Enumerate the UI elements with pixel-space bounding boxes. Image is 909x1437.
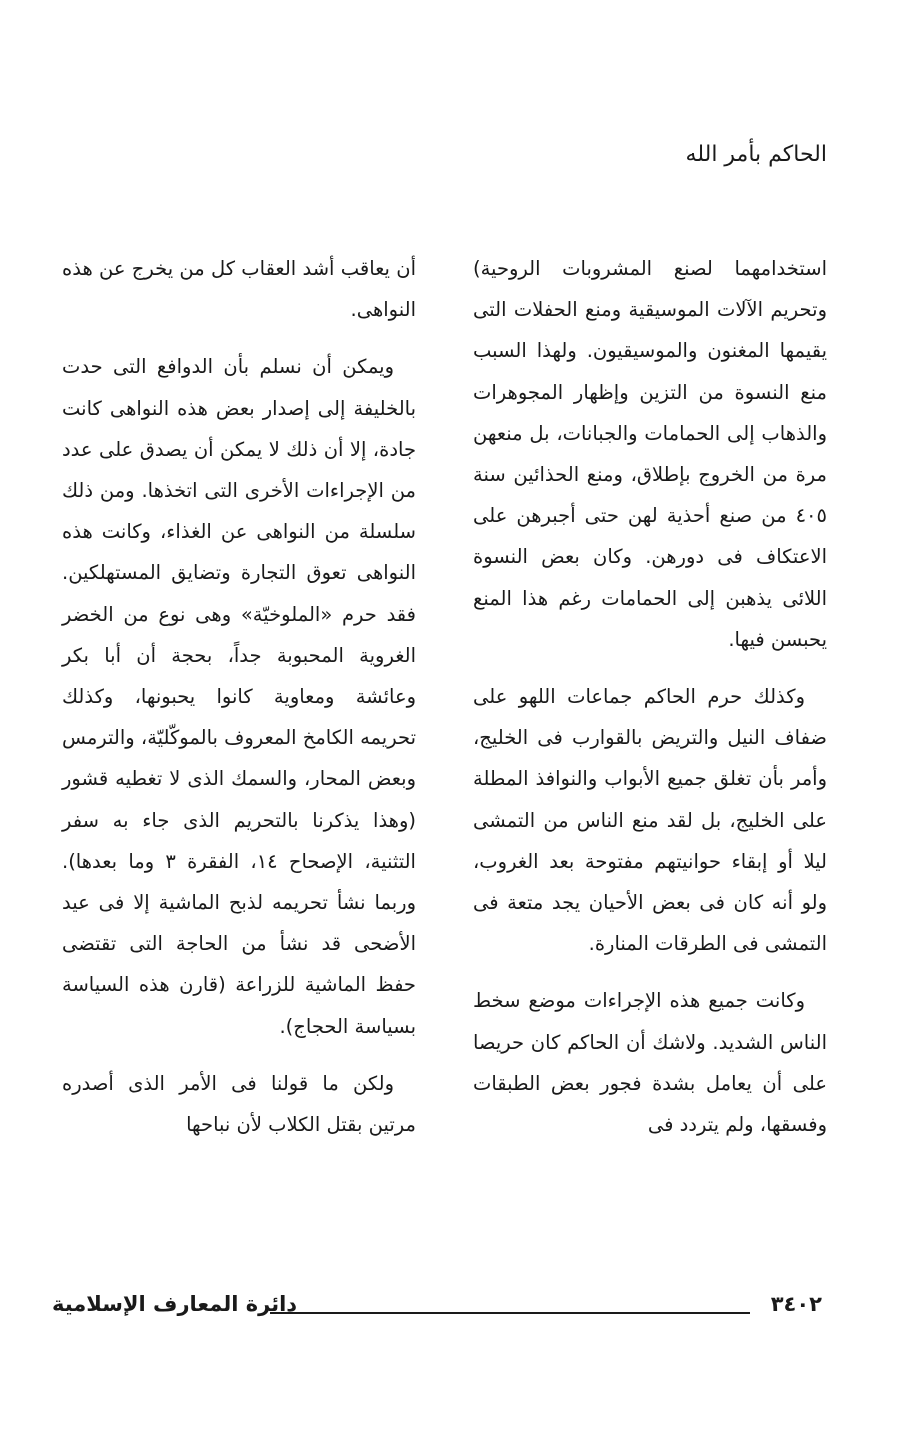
paragraph: استخدامهما لصنع المشروبات الروحية) وتحريم الآلات الموسيقية ومنع الحفلات التى يقيمها المغنون والموسيقيون. ولهذا السبب منع النسوة من التزين وإظهار المجوهرات والذهاب إلى الحمامات والجبانات، بل منعهن مرة من الخروج بإطلاق، ومنع الحذائين سنة ٤٠٥ من صنع أحذية لهن حتى أجبرهن على الاعتكاف فى دورهن. وكان بعض النسوة اللائى يذهبن إلى الحمامات رغم هذا المنع يحبسن فيها.	[473, 257, 827, 651]
footer-publication-title: دائرة المعارف الإسلامية	[52, 1292, 298, 1316]
paragraph: وكذلك حرم الحاكم جماعات اللهو على ضفاف النيل والتريض بالقوارب فى الخليج، وأمر بأن تغلق جميع الأبواب والنوافذ المطلة على الخليج، بل لقد منع الناس من التمشى ليلا أو إبقاء حوانيتهم مفتوحة بعد الغروب، ولو أنه كان فى بعض الأحيان يجد متعة فى التمشى فى الطرقات المنارة.	[473, 685, 827, 956]
running-head-title: الحاكم بأمر الله	[685, 142, 827, 167]
paragraph: ويمكن أن نسلم بأن الدوافع التى حدت بالخليفة إلى إصدار بعض هذه النواهى كانت جادة، إلا أن ذلك لا يمكن أن يصدق على عدد من الإجراءات الأخرى التى اتخذها. ومن ذلك سلسلة من النواهى عن الغذاء، وكانت هذه النواهى تعوق التجارة وتضايق المستهلكين. فقد حرم «الملوخيّة» وهى نوع من الخضر الغروية المحبوبة جداً، بحجة أن أبا بكر وعائشة ومعاوية كانوا يحبونها، وكذلك تحريمه الكامخ المعروف بالموكّليّة، والترمس وبعض المحار، والسمك الذى لا تغطيه قشور (وهذا يذكرنا بالتحريم الذى جاء به سفر التثنية، الإصحاح ١٤، الفقرة ٣ وما بعدها). وربما نشأ تحريمه لذبح الماشية إلا فى عيد الأضحى قد نشأ من الحاجة التى تقتضى حفظ الماشية للزراعة (قارن هذه السياسة بسياسة الحجاج).	[61, 355, 416, 1038]
paragraph: أن يعاقب أشد العقاب كل من يخرج عن هذه النواهى.	[62, 257, 416, 322]
paragraph: ولكن ما قولنا فى الأمر الذى أصدره مرتين بقتل الكلاب لأن نباحها	[62, 1071, 416, 1137]
page-number: ٣٤٠٢	[770, 1292, 822, 1316]
text-column-left	[62, 248, 416, 1161]
footer-divider	[270, 1312, 750, 1314]
page-footer	[52, 1292, 822, 1332]
text-column-right	[473, 248, 827, 1161]
paragraph: وكانت جميع هذه الإجراءات موضع سخط الناس الشديد. ولاشك أن الحاكم كان حريصا على أن يعامل بشدة فجور بعض الطبقات وفسقها، ولم يتردد فى	[473, 989, 827, 1137]
